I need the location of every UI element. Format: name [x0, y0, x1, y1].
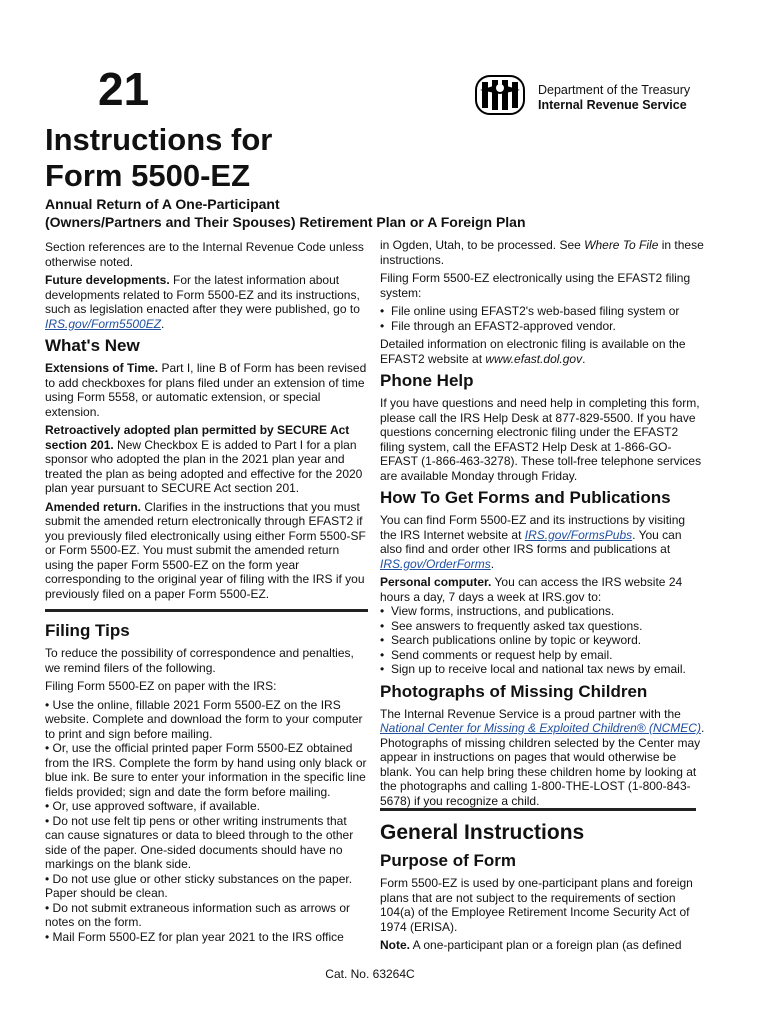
- retro-text: New Checkbox E is added to Part I for a plan sponsor who adopted the plan in the 2021 plan year and treated the plan as being adopted and effective for the 2020 plan year pursuant to SECURE Act section 201.: [45, 437, 363, 495]
- pc-label: Personal computer.: [380, 575, 492, 589]
- irs-eagle-logo-icon: [474, 72, 526, 118]
- ncmec-link[interactable]: National Center for Missing & Exploited Children® (NCMEC): [380, 721, 701, 735]
- list-item: • Use the online, fillable 2021 Form 5500-EZ on the IRS website. Complete and download the form to your computer to print and sign before mailing.: [45, 697, 363, 741]
- forms-heading: How To Get Forms and Publications: [380, 488, 671, 507]
- subtitle-line-2: (Owners/Partners and Their Spouses) Retirement Plan or A Foreign Plan: [45, 214, 526, 230]
- efast-detail-text: Detailed information on electronic filing is available on the EFAST2 website at: [380, 337, 686, 366]
- section-divider: [45, 609, 368, 612]
- missing-text-b: . Photographs of missing children selected by the Center may appear in instructions on pages that would otherwise be blank. You can help bring these children home by looking at the photographs and calling 1-800-THE-LOST (1-800-843-5678) if you recognize a child.: [380, 721, 705, 808]
- list-item: • Send comments or request help by email.: [380, 648, 705, 663]
- form5500ez-link[interactable]: IRS.gov/Form5500EZ: [45, 316, 162, 331]
- tips-lead: Filing Form 5500-EZ on paper with the IRS:: [45, 679, 277, 693]
- page-subtitle: [45, 195, 526, 231]
- pc-paragraph: [380, 575, 705, 604]
- forms-text-a: You can find Form 5500-EZ and its instructions by visiting the IRS Internet website at: [380, 513, 686, 542]
- cont-text-a: in Ogden, Utah, to be processed. See: [380, 238, 585, 252]
- retro-paragraph: [45, 423, 368, 496]
- tax-year: 21: [98, 63, 150, 115]
- efast-site: www.efast.dol.gov: [485, 351, 583, 366]
- phone-help-heading: Phone Help: [380, 371, 474, 390]
- efast-list: [380, 304, 705, 333]
- page-title: [45, 122, 272, 194]
- intro-text: Section references are to the Internal Revenue Code unless otherwise noted.: [45, 240, 364, 269]
- where-to-file-ref: Where To File: [584, 238, 659, 252]
- efast-detail: Detailed information on electronic filing is available on the EFAST2 website at www.efast.dol.gov.: [380, 337, 686, 366]
- pc-list: [380, 604, 705, 677]
- filing-tips-list: [45, 698, 368, 945]
- amended-paragraph: [45, 500, 368, 602]
- future-label: Future developments.: [45, 273, 170, 287]
- future-developments: Future developments. For the latest information about developments related to Form 5500-EZ and its instructions, such as legislation enacted after they were published, go to IRS.gov/Form5500EZ.: [45, 273, 360, 331]
- future-text: For the latest information about developments related to Form 5500-EZ and its instructions, such as legislation enacted after they were published, go to: [45, 273, 360, 316]
- ogden-paragraph: [380, 238, 705, 267]
- amended-label: Amended return.: [45, 499, 142, 514]
- whats-new-heading: What's New: [45, 336, 140, 355]
- right-column: [380, 238, 705, 957]
- list-item: • Or, use the official printed paper Form 5500-EZ obtained from the IRS. Complete the form by hand using only black or blue ink. Be sure to enter your information in the specific line fields provided; sign and date the form before mailing.: [45, 741, 367, 799]
- list-item: • See answers to frequently asked tax questions.: [380, 619, 705, 634]
- extensions-paragraph: [45, 361, 368, 419]
- agency-department: Department of the Treasury: [538, 83, 691, 97]
- list-item: • Do not use glue or other sticky substances on the paper. Paper should be clean.: [45, 871, 353, 900]
- tips-intro: To reduce the possibility of correspondence and penalties, we remind filers of the following.: [45, 646, 354, 675]
- formspubs-link[interactable]: IRS.gov/FormsPubs: [524, 527, 633, 542]
- title-line-2: Form 5500-EZ: [45, 158, 251, 193]
- list-item: • Search publications online by topic or keyword.: [380, 633, 705, 648]
- missing-children-text: [380, 707, 705, 809]
- list-item: • View forms, instructions, and publications.: [380, 604, 705, 619]
- left-column: [45, 240, 368, 948]
- note-paragraph: [380, 938, 705, 953]
- forms-paragraph: You can find Form 5500-EZ and its instructions by visiting the IRS Internet website at IRS.gov/FormsPubs. You can also find and order other IRS forms and publications at IRS.gov/OrderForms.: [380, 513, 686, 571]
- phone-help-text: If you have questions and need help in completing this form, please call the IRS Help Desk at 877-829-5500. If you have questions concerning electronic filing under the EFAST2 filing system, call the EFAST2 Help Desk at 1-866-GO-EFAST (1-866-463-3278). These toll-free telephone services are available Monday through Friday.: [380, 396, 702, 483]
- list-item: • File through an EFAST2-approved vendor.: [380, 319, 705, 334]
- missing-children-heading: Photographs of Missing Children: [380, 681, 648, 701]
- list-item: • Mail Form 5500-EZ for plan year 2021 to the IRS office: [45, 929, 344, 944]
- ext-text: Part I, line B of Form has been revised to add checkboxes for plans filed under an extension of time using Form 5558, or automatic extension, or special extension.: [45, 361, 367, 419]
- subtitle-line-1: Annual Return of A One-Participant: [45, 196, 280, 212]
- missing-text-a: The Internal Revenue Service is a proud partner with the: [380, 706, 681, 721]
- agency-irs: Internal Revenue Service: [538, 98, 687, 112]
- purpose-text: Form 5500-EZ is used by one-participant plans and foreign plans that are not subject to the requirements of section 104(a) of the Employee Retirement Income Security Act of 1974 (ERISA).: [380, 876, 693, 934]
- retro-label: Retroactively adopted plan permitted by SECURE Act section 201.: [45, 423, 350, 452]
- list-item: • Do not submit extraneous information such as arrows or notes on the form.: [45, 900, 351, 929]
- forms-text-b: . You can also find and order other IRS forms and publications at: [380, 527, 682, 556]
- pc-text: You can access the IRS website 24 hours a day, 7 days a week at IRS.gov to:: [380, 575, 683, 604]
- list-item: • Sign up to receive local and national tax news by email.: [380, 662, 705, 677]
- list-item: • Or, use approved software, if available.: [45, 799, 260, 813]
- cont-text-b: in these instructions.: [380, 238, 704, 267]
- section-divider: [380, 808, 696, 811]
- filing-tips-heading: Filing Tips: [45, 621, 130, 640]
- list-item: • Do not use felt tip pens or other writing instruments that can cause signatures or data to bleed through to the other side of the paper. One-sided documents should have no markings on the blank side.: [45, 813, 354, 871]
- purpose-heading: Purpose of Form: [380, 851, 517, 870]
- efast-intro: Filing Form 5500-EZ electronically using the EFAST2 filing system:: [380, 271, 691, 300]
- general-instructions-heading: General Instructions: [380, 821, 585, 844]
- list-item: • File online using EFAST2's web-based filing system or: [380, 304, 705, 319]
- catalog-number: [0, 967, 770, 981]
- note-label: Note.: [380, 938, 410, 952]
- ext-label: Extensions of Time.: [45, 361, 159, 375]
- orderforms-link[interactable]: IRS.gov/OrderForms: [380, 556, 491, 571]
- catalog-number-text: Cat. No. 63264C: [325, 967, 415, 981]
- title-line-1: Instructions for: [45, 122, 273, 157]
- note-text: A one-participant plan or a foreign plan (as defined: [410, 938, 682, 952]
- amended-text: Clarifies in the instructions that you must submit the amended return electronically through EFAST2 if you previously filed electronically using either Form 5500-SF or Form 5500-EZ. You must submit the amended return using the paper Form 5500-EZ on the form year corresponding to the original year of filing with the IRS if you previously filed on a paper Form 5500-EZ.: [45, 499, 366, 601]
